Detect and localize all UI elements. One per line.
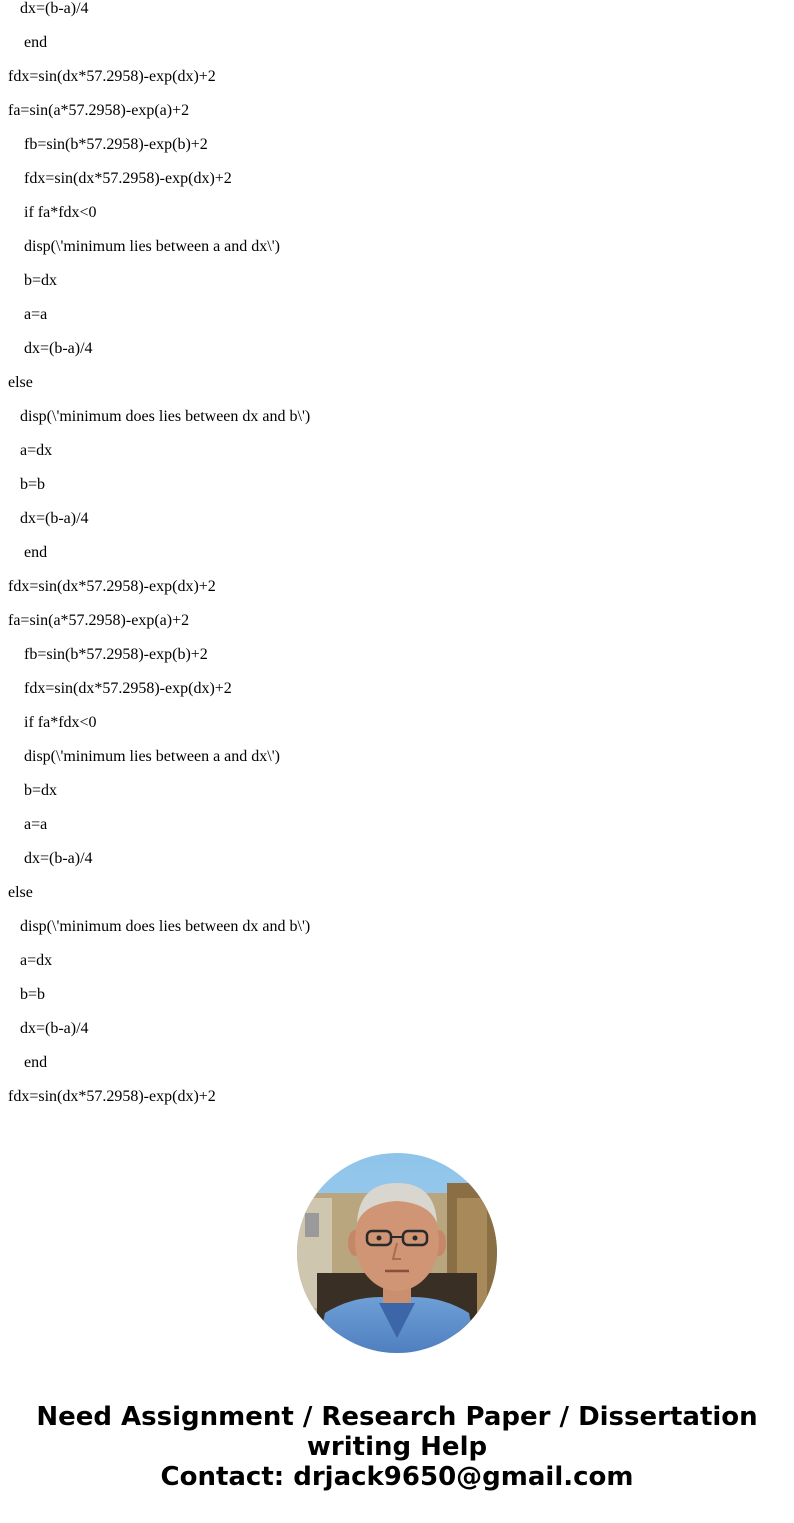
- profile-photo: [297, 1153, 497, 1353]
- code-line: disp(\'minimum lies between a and dx\'): [8, 238, 280, 255]
- code-line: b=dx: [8, 272, 58, 289]
- code-line: if fa*fdx<0: [8, 204, 97, 221]
- code-line: dx=(b-a)/4: [8, 0, 89, 17]
- code-line: else: [8, 374, 33, 391]
- code-line: a=dx: [8, 952, 53, 969]
- code-line: fb=sin(b*57.2958)-exp(b)+2: [8, 136, 208, 153]
- code-line: fdx=sin(dx*57.2958)-exp(dx)+2: [8, 680, 232, 697]
- code-line: fa=sin(a*57.2958)-exp(a)+2: [8, 102, 190, 119]
- code-line: dx=(b-a)/4: [8, 510, 89, 527]
- code-line: end: [8, 1054, 48, 1071]
- code-line: fa=sin(a*57.2958)-exp(a)+2: [8, 612, 190, 629]
- code-line: b=b: [8, 986, 46, 1003]
- code-line: else: [8, 884, 33, 901]
- code-line: fdx=sin(dx*57.2958)-exp(dx)+2: [8, 578, 216, 595]
- code-line: dx=(b-a)/4: [8, 850, 93, 867]
- contact-banner: [0, 1402, 794, 1492]
- banner-line-2: writing Help: [306, 1432, 488, 1462]
- code-line: if fa*fdx<0: [8, 714, 97, 731]
- code-line: a=a: [8, 306, 48, 323]
- code-line: dx=(b-a)/4: [8, 340, 93, 357]
- code-line: a=a: [8, 816, 48, 833]
- code-line: end: [8, 34, 48, 51]
- code-line: b=b: [8, 476, 46, 493]
- code-line: fdx=sin(dx*57.2958)-exp(dx)+2: [8, 170, 232, 187]
- contact-email: Contact: drjack9650@gmail.com: [160, 1462, 634, 1492]
- person-portrait-icon: [297, 1153, 497, 1353]
- code-line: fdx=sin(dx*57.2958)-exp(dx)+2: [8, 1088, 216, 1105]
- code-line: disp(\'minimum does lies between dx and b\'): [8, 408, 311, 425]
- code-line: a=dx: [8, 442, 53, 459]
- code-line: disp(\'minimum lies between a and dx\'): [8, 748, 280, 765]
- code-line: fdx=sin(dx*57.2958)-exp(dx)+2: [8, 68, 216, 85]
- code-line: end: [8, 544, 48, 561]
- code-line: disp(\'minimum does lies between dx and b\'): [8, 918, 311, 935]
- code-line: fb=sin(b*57.2958)-exp(b)+2: [8, 646, 208, 663]
- code-line: b=dx: [8, 782, 58, 799]
- code-line: dx=(b-a)/4: [8, 1020, 89, 1037]
- code-listing: [8, 0, 788, 1114]
- banner-line-1: Need Assignment / Research Paper / Dissertation: [36, 1402, 758, 1432]
